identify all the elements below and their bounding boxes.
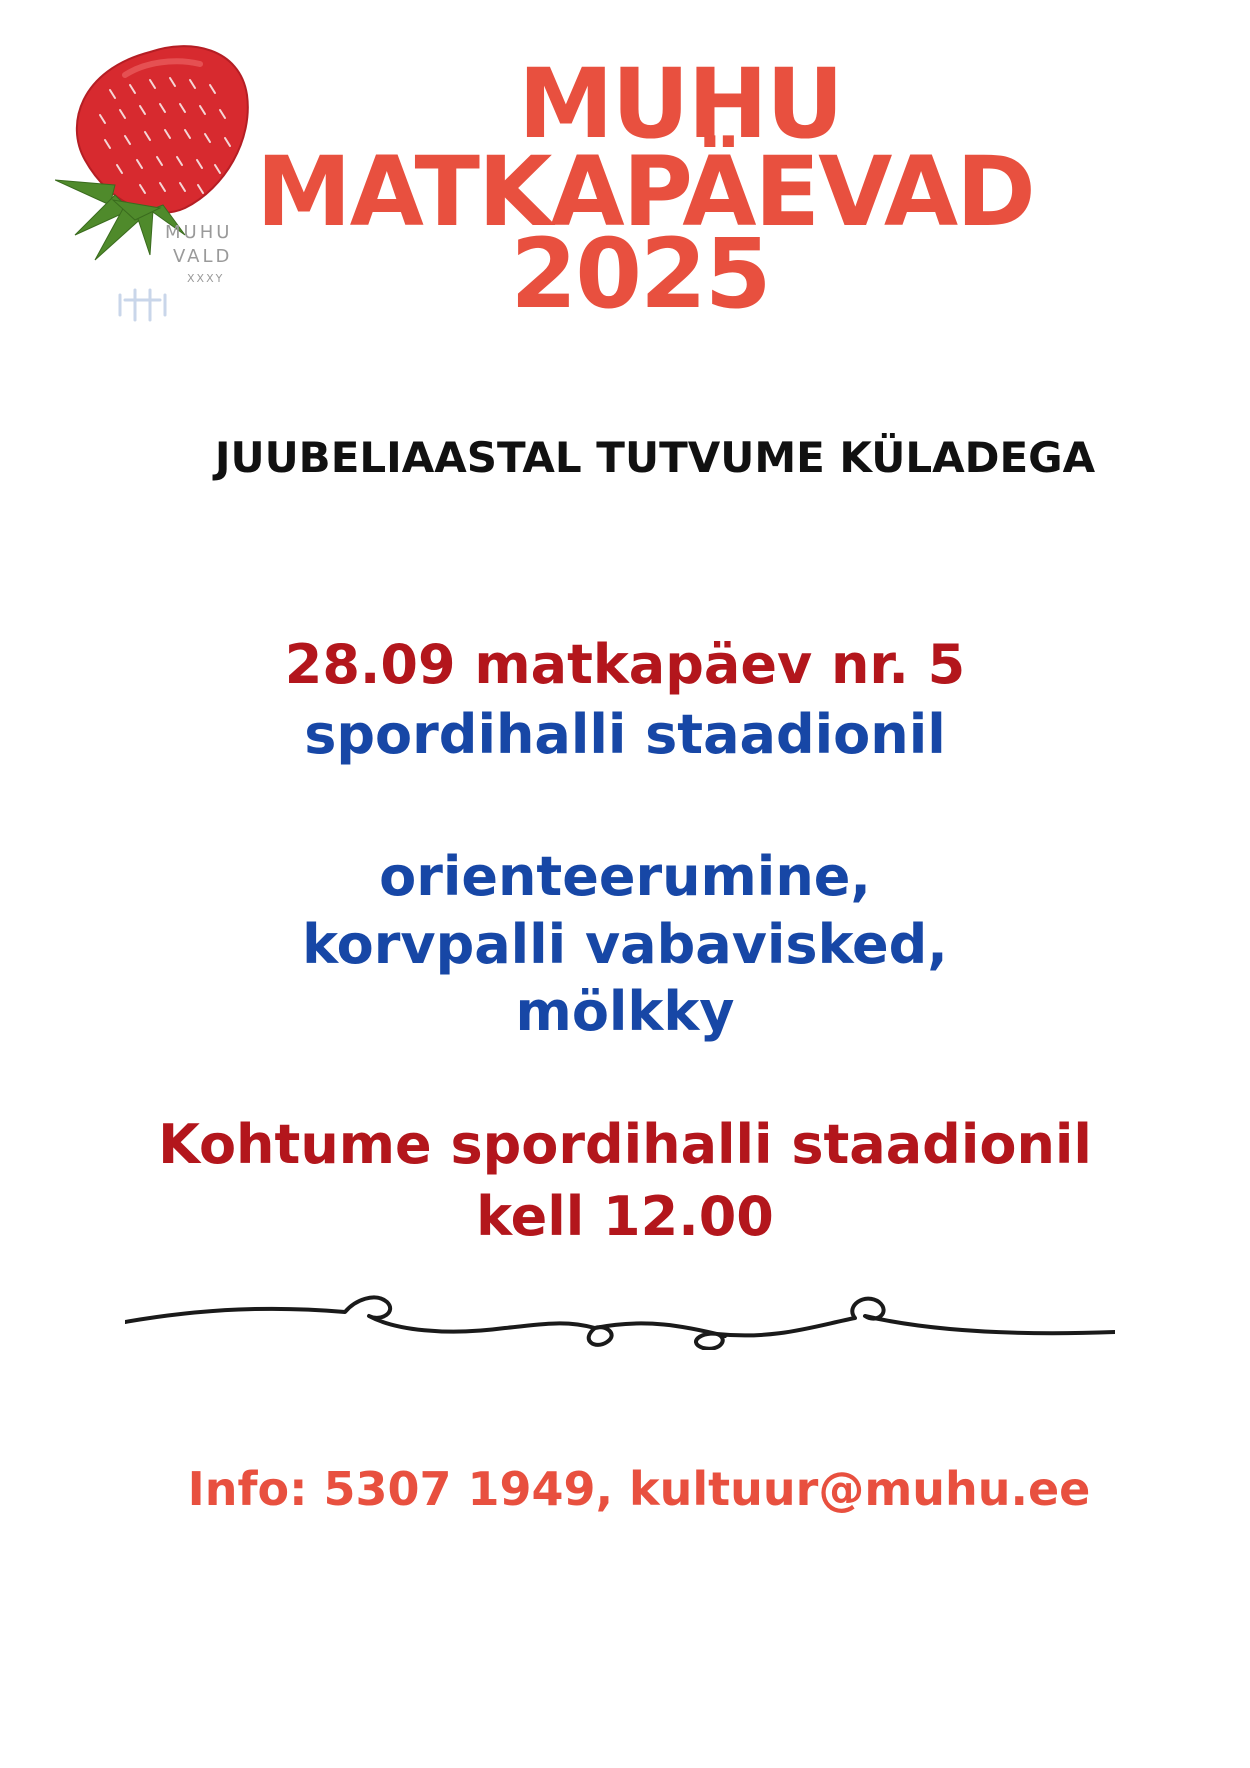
activity-item: korvpalli vabavisked,	[302, 913, 948, 976]
event-place-line: spordihalli staadionil	[304, 703, 946, 766]
title-line-matkapaevad: MATKAPÄEVAD	[256, 136, 1034, 248]
logo-text-xxxy: XXXY	[187, 272, 225, 285]
title-line-muhu: MUHU	[518, 48, 842, 160]
activity-item: orienteerumine,	[379, 845, 871, 908]
subtitle: JUUBELIAASTAL TUTVUME KÜLADEGA	[214, 433, 1096, 482]
meeting-place-line: Kohtume spordihalli staadionil	[158, 1113, 1092, 1176]
meeting-time-line: kell 12.00	[476, 1185, 774, 1248]
title-line-year: 2025	[510, 218, 770, 330]
logo-text-vald: VALD	[173, 246, 233, 267]
decorative-divider	[125, 1270, 1115, 1350]
contact-info: Info: 5307 1949, kultuur@muhu.ee	[187, 1462, 1091, 1516]
event-date-line: 28.09 matkapäev nr. 5	[284, 633, 966, 696]
activity-item: mölkky	[515, 980, 735, 1043]
logo-text-muhu: MUHU	[165, 222, 233, 243]
